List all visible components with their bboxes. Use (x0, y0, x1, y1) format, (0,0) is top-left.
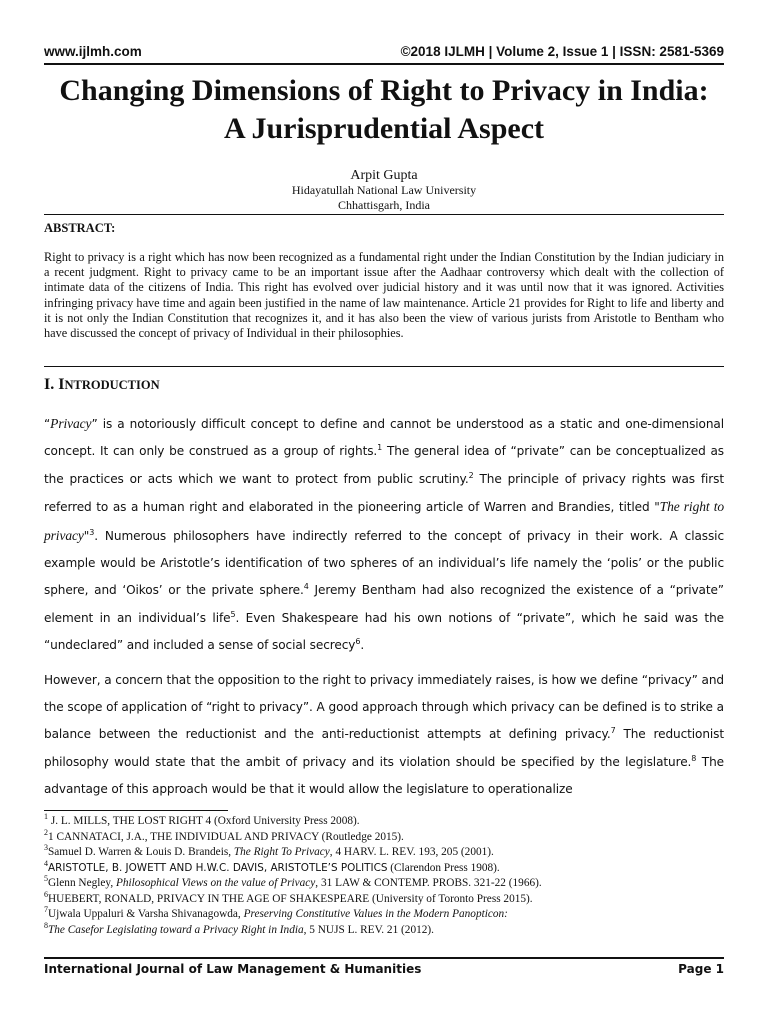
footer-rule (44, 957, 724, 959)
footnotes (44, 814, 724, 938)
footnote-ref[interactable]: 1 (377, 443, 383, 453)
footnote-5 (44, 876, 724, 892)
footnote-number: 4 (44, 858, 48, 868)
footnote-text: , 4 HARV. L. REV. 193, 205 (2001). (329, 846, 494, 858)
section-heading-introduction (44, 376, 160, 394)
text-run: The reductionist philosophy would state that the ambit of privacy and its violation should be specified by the legislature. (44, 727, 725, 769)
text-run: The principle of privacy rights was first referred to as a human right and elaborated in the pioneering article of Warren and Brandies, titled " (44, 471, 724, 515)
footnote-italic: The Casefor Legislating toward a Privacy Right in India (48, 923, 304, 936)
footnote-8 (44, 920, 724, 939)
footnote-text: 1 CANNATACI, J.A., THE INDIVIDUAL AND PRIVACY (Routledge 2015). (48, 830, 404, 843)
italic-article-title: The right to privacy (44, 499, 724, 543)
footnote-number: 5 (44, 874, 48, 884)
footnote-ref[interactable]: 6 (355, 637, 361, 647)
footnote-text: , 5 NUJS L. REV. 21 (2012). (303, 923, 434, 936)
text-run: . Even Shakespeare had his own notions of “private”, which he said was the “undeclared” and included a sense of social secrecy (44, 610, 724, 653)
footnote-ref[interactable]: 3 (89, 527, 95, 537)
footnote-number: 3 (44, 843, 48, 853)
footnote-ref[interactable]: 5 (230, 609, 236, 619)
footnote-text: J. L. MILLS, THE LOST RIGHT 4 (Oxford University Press 2008). (48, 815, 360, 827)
title-line-1: Changing Dimensions of Right to Privacy in India: (59, 74, 709, 107)
footnote-ref[interactable]: 7 (610, 726, 616, 736)
body-paragraph-2 (44, 667, 724, 804)
footer-journal-name: International Journal of Law Management & Humanities (44, 962, 422, 976)
abstract-bottom-rule (44, 366, 724, 367)
footnote-3 (44, 845, 724, 861)
text-run: The general idea of “private” can be conceptualized as the practices or acts which we want to protect from public scrutiny. (44, 444, 725, 486)
journal-website: www.ijlmh.com (44, 44, 142, 59)
footnote-text: Ujwala Uppaluri & Varsha Shivanagowda, (48, 908, 244, 920)
author-location: Chhattisgarh, India (338, 198, 430, 212)
page-footer (44, 962, 724, 976)
footnote-2 (44, 827, 724, 846)
footnote-text: (Clarendon Press 1908). (387, 861, 500, 874)
footnote-separator (44, 810, 228, 811)
text-run: . Numerous philosophers have indirectly referred to the concept of privacy in their work. A classic example would be Aristotle’s identification of two spheres of an individual’s life namely the ‘polis’ or the public sphere, and ‘Oikos’ or the private sphere. (44, 528, 724, 598)
footnote-text: Samuel D. Warren & Louis D. Brandeis, (48, 846, 234, 858)
footnote-number: 2 (44, 827, 48, 837)
issue-info: ©2018 IJLMH | Volume 2, Issue 1 | ISSN: 2581-5369 (400, 44, 724, 59)
author-institution: Hidayatullah National Law University (291, 183, 477, 197)
footnote-4 (44, 858, 724, 877)
text-run: . (360, 638, 365, 653)
footnote-number: 1 (44, 812, 48, 822)
page-number: Page 1 (678, 962, 724, 976)
footnote-italic: The Right To Privacy (233, 846, 330, 858)
running-header (44, 44, 724, 59)
header-rule (44, 63, 724, 65)
section-title-rest: NTRODUCTION (64, 378, 160, 392)
section-initial: I (58, 376, 65, 393)
body-text (44, 410, 724, 804)
body-paragraph-1 (44, 410, 724, 660)
footnote-number: 6 (44, 889, 48, 899)
title-line-2: A Jurisprudential Aspect (223, 112, 545, 145)
footnote-number: 7 (44, 905, 48, 915)
text-run: Jeremy Bentham had also recognized the existence of a “private” element in an individual’s life (44, 583, 724, 625)
footnote-7 (44, 907, 724, 923)
footnote-italic: Philosophical Views on the value of Privacy (115, 877, 316, 889)
abstract-top-rule (44, 214, 724, 215)
footnote-6 (44, 889, 724, 908)
footnote-text: HUEBERT, RONALD, PRIVACY IN THE AGE OF SHAKESPEARE (University of Toronto Press 2015). (48, 892, 533, 905)
footnote-ref[interactable]: 4 (303, 582, 309, 592)
text-run: ” is a notoriously difficult concept to define and cannot be understood as a static and one-dimensional concept. It can only be construed as a group of rights. (44, 417, 724, 459)
footnote-text: ARISTOTLE, B. JOWETT AND H.W.C. DAVIS, ARISTOTLE’S POLITICS (48, 861, 388, 874)
abstract-text: Right to privacy is a right which has now been recognized as a fundamental right under the Indian Constitution by the Indian judiciary in a recent judgment. Right to privacy came to be an important issue after the Aadhaar controversy which dealt with the collection of intimate data of the citizens of India. This right has evolved over judicial history and it was until now that it was ignored. Activities infringing privacy have time and again been justified in the name of law maintenance. Article 21 provides for Right to life and liberty and it is not only the Indian Constitution that recognizes it, and it has also been the view of various jurists from Aristotle to Bentham who have discussed the concept of privacy of Individual in their philosophies. (44, 250, 724, 341)
author-affiliation (0, 183, 768, 213)
footnote-1 (44, 814, 724, 830)
section-number: I. (44, 376, 55, 393)
footnote-italic: Preserving Constitutive Values in the Modern Panopticon: (243, 908, 508, 920)
footnote-number: 8 (44, 920, 48, 930)
text-run: However, a concern that the opposition to the right to privacy immediately raises, is how we define “privacy” and the scope of application of “right to privacy”. A good approach through which privacy can be defined is to strike a balance between the reductionist and the anti-reductionist attempts at defining privacy. (44, 672, 724, 742)
footnote-text: Glenn Negley, (48, 877, 116, 889)
text-run: " (83, 528, 90, 543)
italic-term: Privacy (50, 416, 92, 431)
abstract-heading: ABSTRACT: (44, 221, 116, 235)
footnote-ref[interactable]: 2 (468, 470, 474, 480)
text-run: The advantage of this approach would be that it would allow the legislature to operationalize (44, 754, 724, 797)
paper-title (30, 72, 738, 148)
text-run: “ (44, 417, 51, 431)
footnote-ref[interactable]: 8 (691, 753, 697, 763)
author-name: Arpit Gupta (350, 168, 418, 183)
footnote-text: , 31 LAW & CONTEMP. PROBS. 321-22 (1966). (315, 877, 542, 889)
